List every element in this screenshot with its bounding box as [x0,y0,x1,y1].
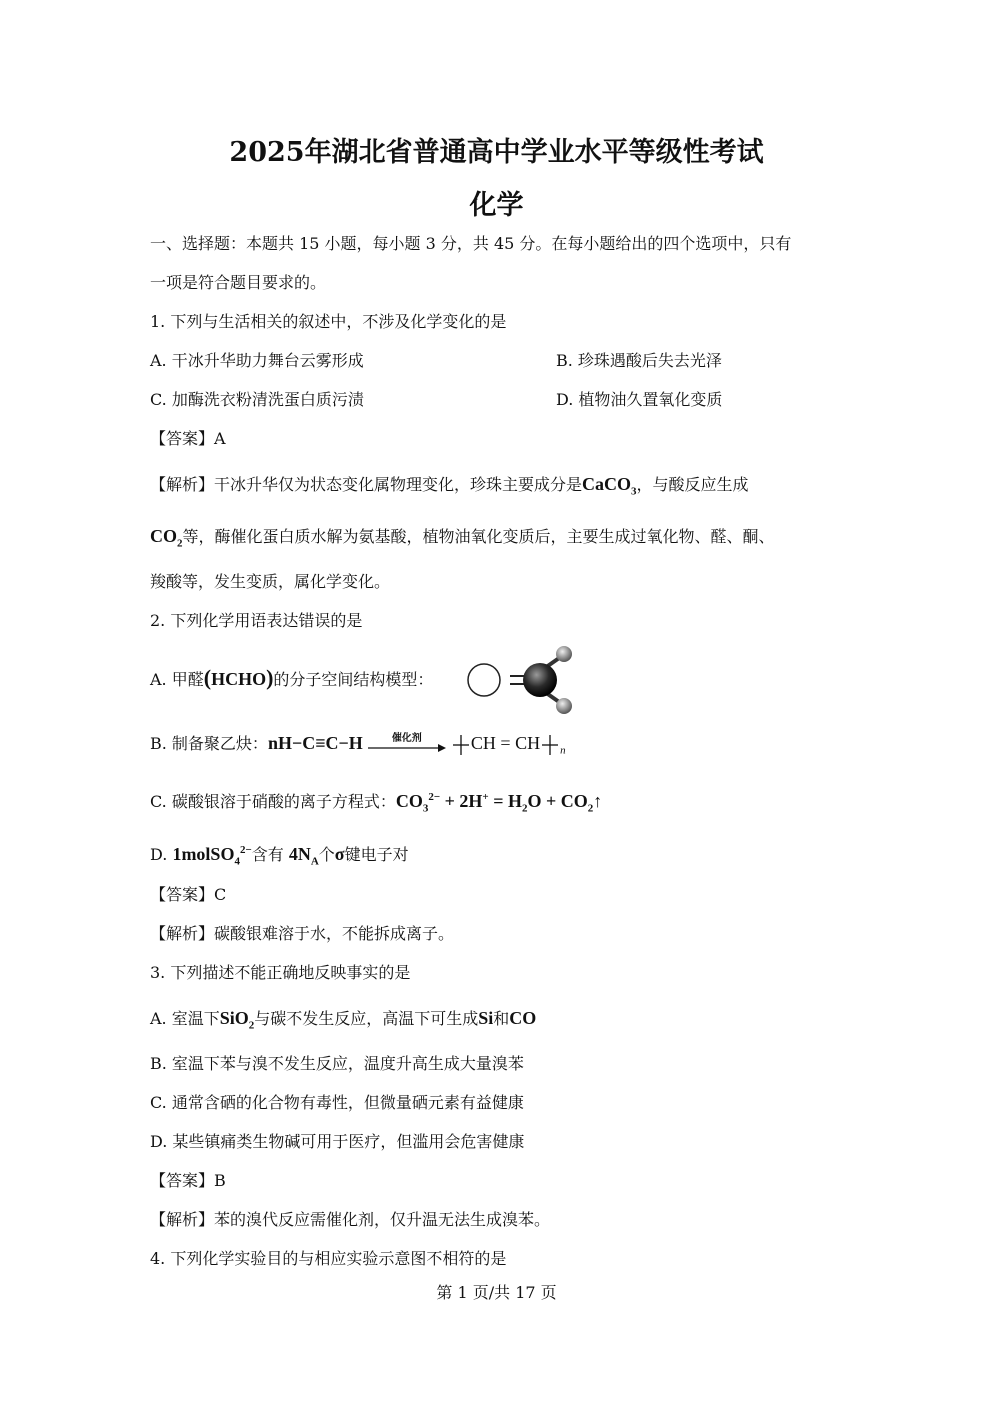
eq-part: CO [395,791,423,811]
option-text: A. 甲醛 [150,670,204,689]
formula-text: HCHO [211,669,267,689]
paren-open: ( [203,665,212,690]
q3-option-d: D. 某些镇痛类生物碱可用于医疗，但滥用会危害健康 [150,1132,525,1151]
answer-label: 【答案】 [150,429,215,448]
polymer-repeat-unit: CH = CH [470,733,541,753]
q3-option-b: B. 室温下苯与溴不发生反应，温度升高生成大量溴苯 [150,1054,524,1073]
answer-label: 【答案】 [150,1171,215,1190]
option-text: C. 碳酸银溶于硝酸的离子方程式： [150,792,396,811]
option-text: 和 [493,1009,510,1028]
explanation-text: 等，酶催化蛋白质水解为氨基酸，植物油氧化变质后，主要生成过氧化物、醛、酮、 [182,527,775,546]
section-intro-line-2: 一项是符合题目要求的。 [150,273,327,292]
eq-sub: 2 [521,802,528,815]
formula-caco3 [582,474,637,498]
formula-acetylene: nH−C≡C−H [267,733,363,753]
explanation-text: ，与酸反应生成 [636,475,749,494]
page-footer: 第 1 页/共 17 页 [436,1283,557,1302]
q2-option-c [150,787,602,819]
formula-sulfate [172,844,252,868]
q2-option-d [150,840,409,872]
q2-option-a [150,665,434,690]
explanation-text: 碳酸银难溶于水，不能拆成离子。 [214,924,455,943]
eq-sup: 2− [428,791,441,803]
explanation-text: 干冰升华仅为状态变化属物理变化，珍珠主要成分是 [214,475,583,494]
q1-stem: 1. 下列与生活相关的叙述中，不涉及化学变化的是 [150,312,507,331]
answer-value: A [214,429,226,448]
explanation-label: 【解析】 [150,1210,215,1229]
q1-option-a: A. 干冰升华助力舞台云雾形成 [150,351,364,370]
formula-sub: 2 [248,1019,255,1032]
q2-answer [150,885,226,905]
formula-sub: 2 [177,537,183,550]
q1-explanation-line-1 [150,474,749,502]
eq-sup: + [482,791,489,803]
formula-sub: 4 [234,855,240,868]
q2-option-b [150,733,566,761]
option-text: 含有 [251,845,289,864]
q3-option-c: C. 通常含硒的化合物有毒性，但微量硒元素有益健康 [150,1093,524,1112]
reaction-arrow [368,732,446,755]
eq-part: O + CO [527,791,588,811]
q3-explanation [150,1210,550,1230]
section-intro-line-1: 一、选择题：本题共 15 小题，每小题 3 分，共 45 分。在每小题给出的四个选项中，只有 [150,234,792,253]
formula-text: 1molSO [172,844,235,864]
explanation-label: 【解析】 [150,475,215,494]
q1-explanation-line-2 [150,526,775,554]
formula-na [288,844,319,868]
eq-part: = H [488,791,522,811]
eq-part: + 2H [440,791,483,811]
gas-arrow: ↑ [593,791,603,811]
formula-sio2 [219,1008,255,1032]
q3-option-a [150,1008,536,1036]
option-text: 个 [318,845,335,864]
polyacetylene [451,733,566,757]
option-text: 与碳不发生反应，高温下可生成 [254,1009,479,1028]
eq-sub: 2 [587,802,594,815]
option-text: 的分子空间结构模型： [273,670,434,689]
formula-text: CaCO [582,474,632,494]
exam-title: 2025年湖北省普通高中学业水平等级性考试 [229,137,764,168]
polymer-bracket-left-icon [451,734,471,756]
q1-answer [150,429,226,449]
q3-answer [150,1171,226,1191]
polymer-n: n [560,744,566,757]
formula-hcho [203,665,274,690]
q2-stem: 2. 下列化学用语表达错误的是 [150,611,363,630]
subject-title: 化学 [469,190,524,221]
polymer-bracket-right-icon [540,734,560,756]
formula-si: Si [478,1008,494,1028]
catalyst-label: 催化剂 [391,732,422,744]
formula-co2 [150,526,183,550]
option-text: 键电子对 [344,845,409,864]
q1-option-b: B. 珍珠遇酸后失去光泽 [556,351,722,370]
sigma-symbol: σ [334,844,345,864]
ionic-equation [395,791,603,815]
formula-co: CO [509,1008,537,1028]
q3-stem: 3. 下列描述不能正确地反映事实的是 [150,963,411,982]
q2-explanation [150,924,454,944]
answer-value: B [214,1171,226,1190]
formula-text: 4N [288,844,311,864]
formula-sub: A [310,855,319,868]
formula-sup: 2− [239,844,252,856]
formula-text: CO [150,526,177,546]
formula-text: SiO [219,1008,249,1028]
option-text: D. [150,845,173,864]
eq-sub: 3 [422,802,429,815]
option-text: A. 室温下 [150,1009,220,1028]
formaldehyde-model-icon [462,642,580,716]
option-text: B. 制备聚乙炔： [150,734,268,753]
q4-stem: 4. 下列化学实验目的与相应实验示意图不相符的是 [150,1249,507,1268]
explanation-text: 苯的溴代反应需催化剂，仅升温无法生成溴苯。 [214,1210,551,1229]
answer-value: C [214,885,227,904]
q1-explanation-line-3: 羧酸等，发生变质，属化学变化。 [150,572,391,591]
formula-sub: 3 [631,485,637,498]
paren-close: ) [266,665,274,690]
answer-label: 【答案】 [150,885,215,904]
q1-option-d: D. 植物油久置氧化变质 [556,390,723,409]
q1-option-c: C. 加酶洗衣粉清洗蛋白质污渍 [150,390,364,409]
arrow-icon [368,735,446,755]
explanation-label: 【解析】 [150,924,215,943]
